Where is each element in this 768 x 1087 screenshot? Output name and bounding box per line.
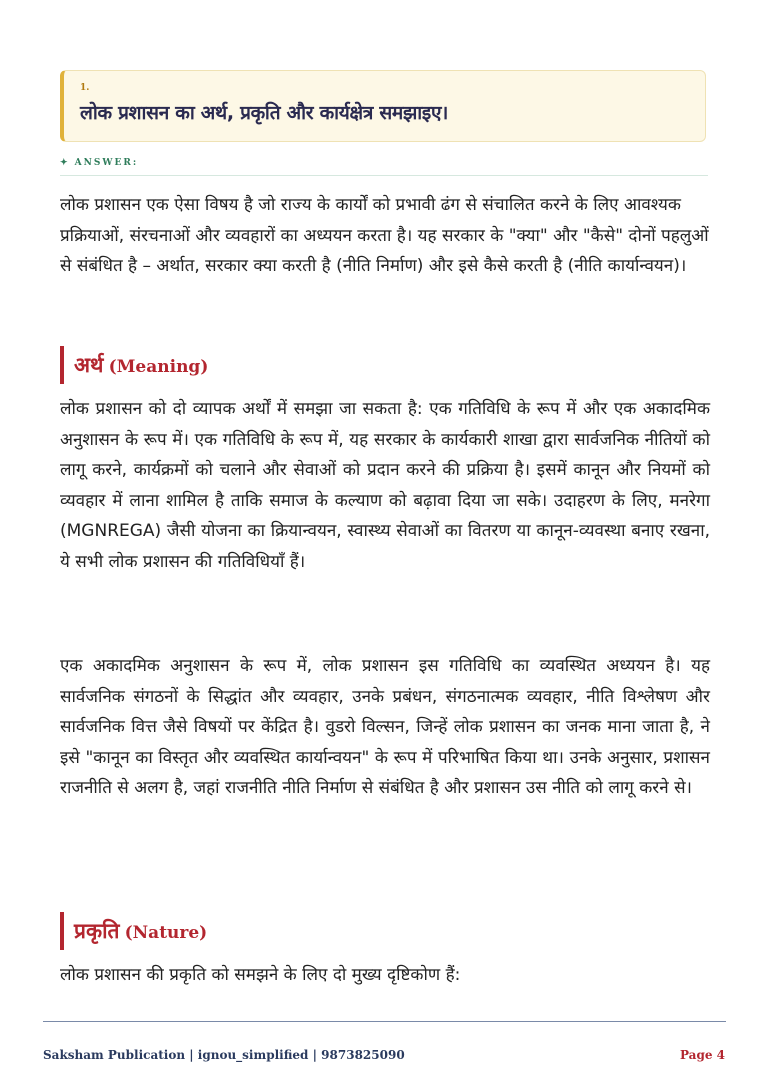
section-heading-nature [60,912,207,950]
section-heading-nature-english: (Nature) [124,923,208,943]
section-heading-meaning-hindi: अर्थ [74,353,104,377]
question-text: लोक प्रशासन का अर्थ, प्रकृति और कार्यक्षेत्र समझाइए। [80,102,449,124]
page-number: Page 4 [679,1048,725,1062]
answer-label: ✦ ANSWER: [60,158,139,168]
question-box [60,70,706,142]
meaning-paragraph-1: लोक प्रशासन को दो व्यापक अर्थों में समझा जा सकता है: एक गतिविधि के रूप में और एक अकादमिक अनुशासन के रूप में। एक गतिविधि के रूप में, यह सरकार के कार्यकारी शाखा द्वारा सार्वजनिक नीतियों को लागू करने, कार्यक्रमों को चलाने और सेवाओं को प्रदान करने की प्रक्रिया है। इसमें कानून और नियमों को व्यवहार में लाना शामिल है ताकि समाज के कल्याण को बढ़ावा दिया जा सके। उदाहरण के लिए, मनरेगा (MGNREGA) जैसी योजना का क्रियान्वयन, स्वास्थ्य सेवाओं का वितरण या कानून-व्यवस्था बनाए रखना, ये सभी लोक प्रशासन की गतिविधियाँ हैं। [60,399,710,572]
section-heading-meaning [60,346,208,384]
meaning-paragraph-2: एक अकादमिक अनुशासन के रूप में, लोक प्रशासन इस गतिविधि का व्यवस्थित अध्ययन है। यह सार्वजनिक संगठनों के सिद्धांत और व्यवहार, उनके प्रबंधन, संगठनात्मक व्यवहार, नीति विश्लेषण और सार्वजनिक वित्त जैसे विषयों पर केंद्रित है। वुडरो विल्सन, जिन्हें लोक प्रशासन का जनक माना जाता है, ने इसे "कानून का विस्तृत और व्यवस्थित कार्यान्वयन" के रूप में परिभाषित किया था। उनके अनुसार, प्रशासन राजनीति से अलग है, जहां राजनीति नीति निर्माण से संबंधित है और प्रशासन उस नीति को लागू करने से। [60,656,710,798]
answer-divider [60,175,708,176]
section-heading-nature-hindi: प्रकृति [74,919,120,943]
footer-divider [43,1021,726,1022]
footer-publisher: Saksham Publication | ignou_simplified | 9873825090 [43,1048,405,1062]
question-number: 1. [80,83,90,93]
section-heading-meaning-english: (Meaning) [108,357,209,377]
nature-paragraph-1: लोक प्रशासन की प्रकृति को समझने के लिए दो मुख्य दृष्टिकोण हैं: [60,965,461,985]
intro-paragraph: लोक प्रशासन एक ऐसा विषय है जो राज्य के कार्यों को प्रभावी ढंग से संचालित करने के लिए आवश्यक प्रक्रियाओं, संरचनाओं और व्यवहारों का अध्ययन करता है। यह सरकार के "क्या" और "कैसे" दोनों पहलुओं से संबंधित है – अर्थात, सरकार क्या करती है (नीति निर्माण) और इसे कैसे करती है (नीति कार्यान्वयन)। [60,195,709,276]
